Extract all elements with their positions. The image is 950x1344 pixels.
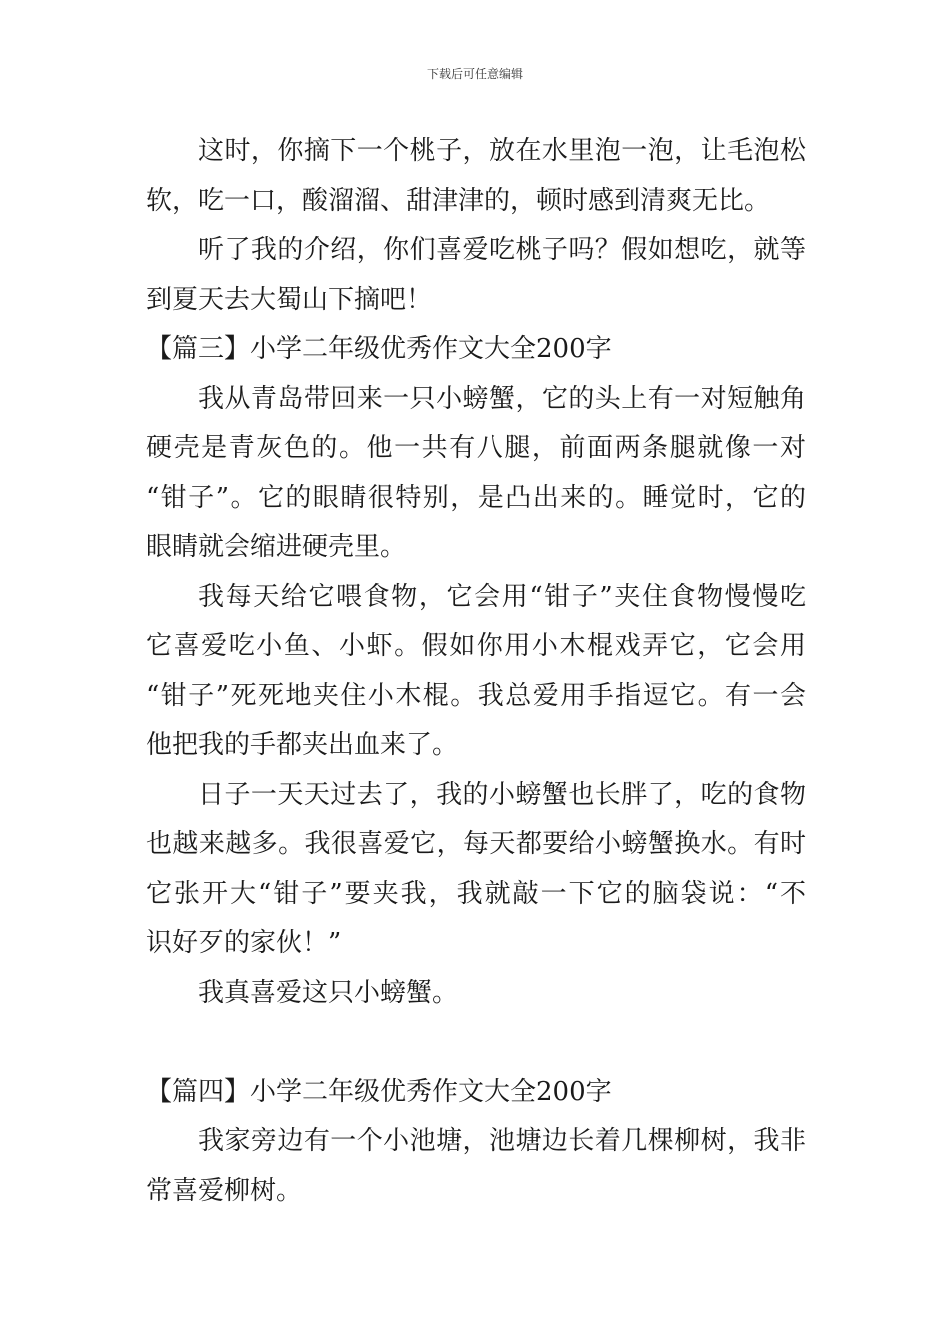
paragraph: [146, 127, 806, 226]
paragraph-line: 我每天给它喂食物，它会用“钳子”夹住食物慢慢吃: [198, 581, 806, 612]
paragraph-line: 这时，你摘下一个桃子，放在水里泡一泡，让毛泡松: [198, 136, 806, 166]
paragraph-line: 听了我的介绍，你们喜爱吃桃子吗？假如想吃，就等: [198, 235, 806, 265]
paragraph-line: 软，吃一口，酸溜溜、甜津津的，顿时感到清爽无比。: [146, 185, 771, 216]
page-header: 下载后可任意编辑: [426, 67, 523, 81]
paragraph: [146, 771, 806, 969]
section-heading: 【篇四】小学二年级优秀作文大全200字: [146, 1076, 612, 1107]
paragraph-line: 常喜爱柳树。: [146, 1175, 303, 1206]
paragraph-line: “钳子”死死地夹住小木棍。我总爱用手指逗它。有一会: [146, 680, 806, 711]
paragraph-line: “钳子”。它的眼睛很特别，是凸出来的。睡觉时，它的: [146, 482, 806, 513]
paragraph-line: 他把我的手都夹出血来了。: [146, 730, 459, 760]
paragraph: [146, 1117, 806, 1216]
paragraph-line: 我家旁边有一个小池塘，池塘边长着几棵柳树，我非: [198, 1126, 806, 1156]
paragraph-line: 它张开大“钳子”要夹我，我就敲一下它的脑袋说：“不: [146, 878, 806, 909]
paragraph: [146, 375, 806, 573]
paragraph: [146, 573, 806, 771]
paragraph-line: 也越来越多。我很喜爱它，每天都要给小螃蟹换水。有时: [146, 829, 806, 859]
document-body: [146, 127, 806, 1216]
paragraph-line: 硬壳是青灰色的。他一共有八腿，前面两条腿就像一对: [146, 433, 806, 463]
paragraph: [146, 969, 806, 1019]
paragraph-line: 它喜爱吃小鱼、小虾。假如你用小木棍戏弄它，它会用: [146, 631, 806, 661]
paragraph-line: 眼睛就会缩进硬壳里。: [146, 532, 407, 562]
paragraph-line: 日子一天天过去了，我的小螃蟹也长胖了，吃的食物: [198, 779, 806, 810]
paragraph-line: 识好歹的家伙！”: [146, 928, 342, 958]
paragraph: [146, 226, 806, 325]
section-heading: 【篇三】小学二年级优秀作文大全200字: [146, 334, 612, 364]
paragraph-line: 我真喜爱这只小螃蟹。: [198, 977, 459, 1008]
paragraph-line: 到夏天去大蜀山下摘吧！: [146, 284, 433, 315]
paragraph-line: 我从青岛带回来一只小螃蟹，它的头上有一对短触角: [198, 383, 806, 414]
paragraph-gap: [146, 1018, 806, 1068]
